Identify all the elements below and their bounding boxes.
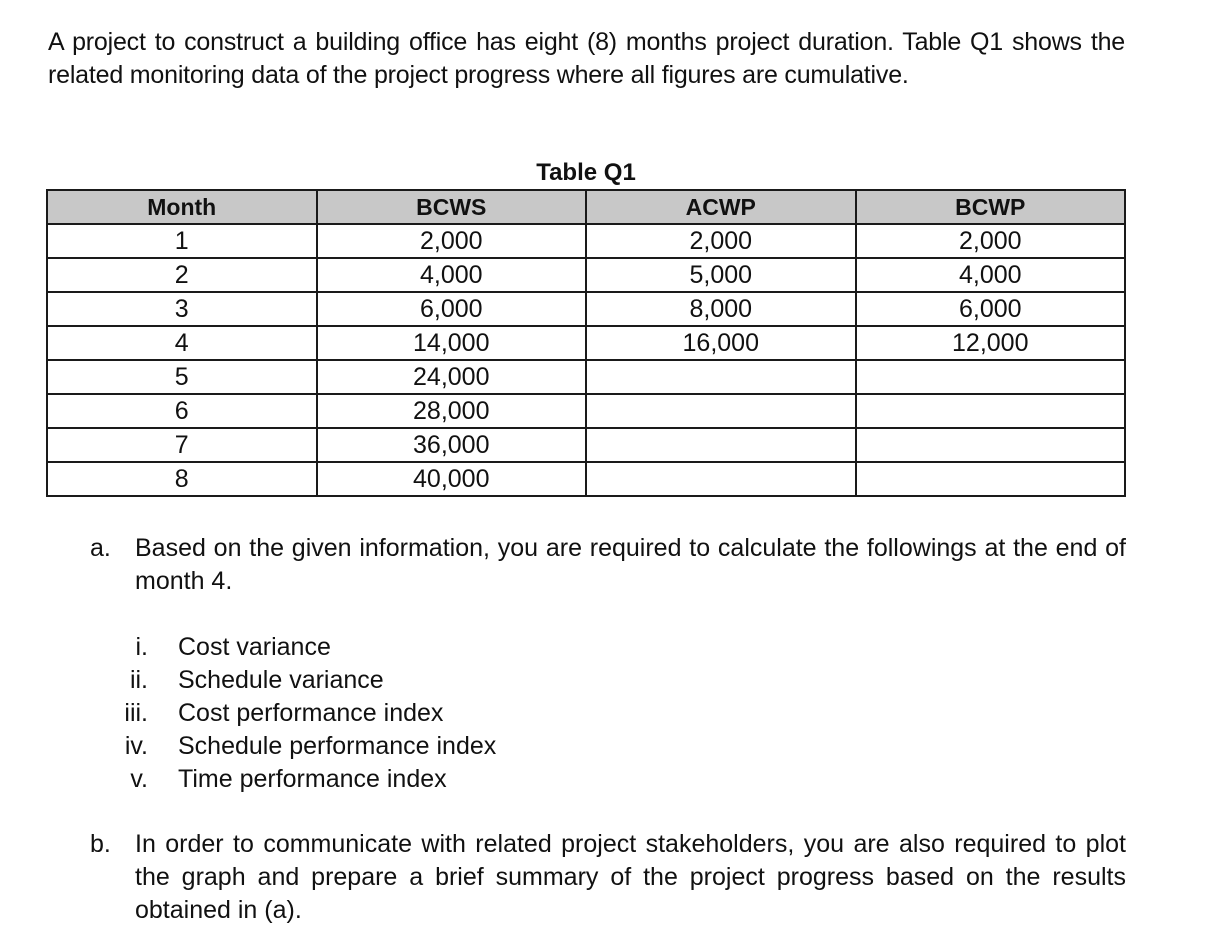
cell-bcwp: 2,000 (856, 224, 1126, 258)
cell-bcws: 14,000 (317, 326, 587, 360)
cell-bcws: 28,000 (317, 394, 587, 428)
question-a (90, 532, 1126, 598)
cell-bcws: 24,000 (317, 360, 587, 394)
cell-bcws: 2,000 (317, 224, 587, 258)
cell-month: 5 (47, 360, 317, 394)
cell-month: 1 (47, 224, 317, 258)
header-bcws: BCWS (317, 190, 587, 224)
intro-paragraph: A project to construct a building office has eight (8) months project duration. Table Q1 shows the related monitoring data of the project progress where all figures are cumulative. (48, 28, 1125, 89)
cell-bcwp (856, 462, 1126, 496)
list-item (90, 631, 690, 664)
list-item-number: iv. (124, 732, 148, 760)
list-item (90, 763, 690, 796)
question-b-label: b. (90, 830, 111, 858)
cell-month: 2 (47, 258, 317, 292)
cell-bcws: 40,000 (317, 462, 587, 496)
cell-bcws: 6,000 (317, 292, 587, 326)
question-a-label: a. (90, 534, 111, 562)
table-row (47, 428, 1125, 462)
list-item-text: Schedule variance (178, 666, 384, 694)
cell-month: 4 (47, 326, 317, 360)
cell-bcws: 4,000 (317, 258, 587, 292)
cell-acwp: 16,000 (586, 326, 856, 360)
list-item-text: Cost performance index (178, 699, 444, 727)
list-item (90, 697, 690, 730)
cell-bcwp: 12,000 (856, 326, 1126, 360)
list-item (90, 664, 690, 697)
table-row (47, 326, 1125, 360)
list-item-text: Cost variance (178, 633, 331, 661)
monitoring-data-table (46, 189, 1126, 497)
question-a-sublist (90, 631, 690, 796)
cell-bcwp (856, 428, 1126, 462)
table-row (47, 462, 1125, 496)
header-month: Month (47, 190, 317, 224)
table-row (47, 360, 1125, 394)
table-row (47, 258, 1125, 292)
cell-month: 7 (47, 428, 317, 462)
list-item-number: ii. (129, 666, 148, 694)
question-b-text: In order to communicate with related project stakeholders, you are also required to plot the graph and prepare a brief summary of the project progress based on the results obtained in (a). (135, 830, 1126, 924)
cell-acwp: 2,000 (586, 224, 856, 258)
cell-month: 6 (47, 394, 317, 428)
list-item-number: v. (130, 765, 148, 793)
cell-month: 8 (47, 462, 317, 496)
cell-acwp (586, 360, 856, 394)
question-b (90, 828, 1126, 927)
table-caption: Table Q1 (536, 159, 636, 186)
cell-bcws: 36,000 (317, 428, 587, 462)
list-item-number: iii. (124, 699, 148, 727)
list-item-number: i. (135, 633, 148, 661)
cell-bcwp (856, 360, 1126, 394)
header-bcwp: BCWP (856, 190, 1126, 224)
cell-bcwp (856, 394, 1126, 428)
header-acwp: ACWP (586, 190, 856, 224)
cell-acwp (586, 462, 856, 496)
list-item-text: Time performance index (178, 765, 447, 793)
list-item-text: Schedule performance index (178, 732, 497, 760)
list-item (90, 730, 690, 763)
table-row (47, 394, 1125, 428)
cell-month: 3 (47, 292, 317, 326)
cell-acwp (586, 428, 856, 462)
cell-acwp (586, 394, 856, 428)
cell-bcwp: 4,000 (856, 258, 1126, 292)
table-row (47, 292, 1125, 326)
table-header-row (47, 190, 1125, 224)
cell-acwp: 8,000 (586, 292, 856, 326)
cell-bcwp: 6,000 (856, 292, 1126, 326)
question-a-text: Based on the given information, you are required to calculate the followings at the end of month 4. (135, 534, 1126, 595)
cell-acwp: 5,000 (586, 258, 856, 292)
table-row (47, 224, 1125, 258)
